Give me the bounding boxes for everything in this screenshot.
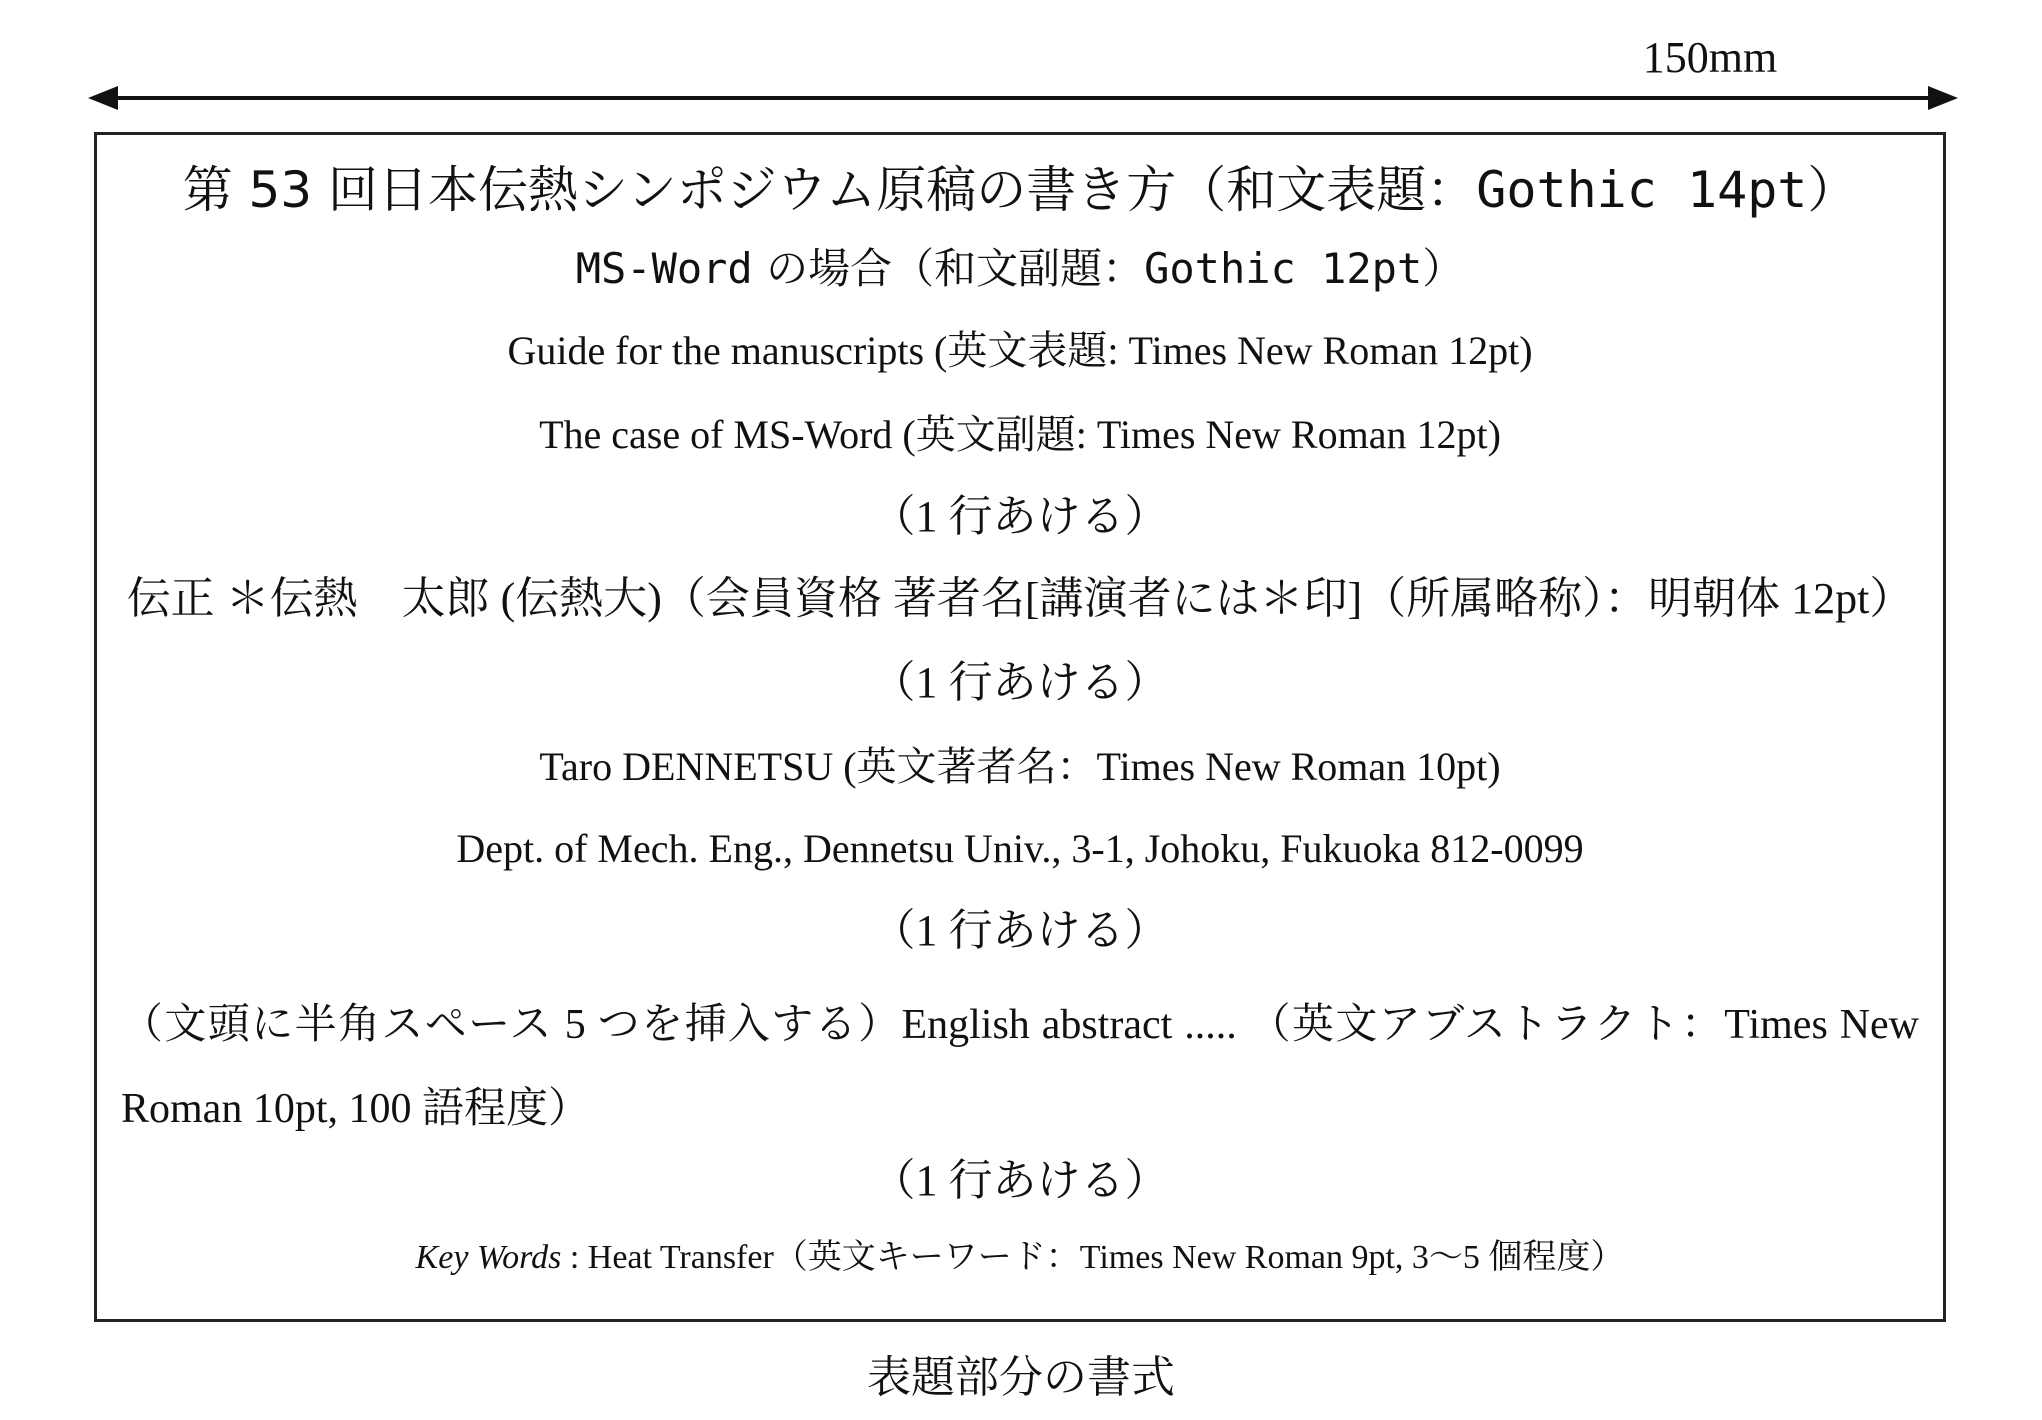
keywords-text: Heat Transfer（英文キーワード：Times New Roman 9pt, 3～5 個程度） [587, 1239, 1625, 1276]
japanese-subtitle-suffix: ） [1422, 244, 1465, 293]
japanese-title-font-spec: Gothic 14pt [1476, 161, 1808, 219]
japanese-title-text: 第 53 回日本伝熱シンポジウム原稿の書き方（和文表題： [182, 161, 1477, 219]
spacer-note: （1 行あける） [871, 492, 1169, 541]
japanese-subtitle-font-spec: Gothic 12pt [1144, 244, 1423, 293]
keywords-separator: : [561, 1239, 588, 1276]
keywords-label: Key Words [415, 1239, 562, 1276]
japanese-authors: 伝正 ＊伝熱 太郎 (伝熱大)（会員資格 著者名[講演者には＊印]（所属略称）：明朝体 12pt） [126, 574, 1914, 623]
spacer-note: （1 行あける） [871, 658, 1169, 707]
english-author: Taro DENNETSU (英文著者名：Times New Roman 10pt) [539, 744, 1501, 789]
affiliation: Dept. of Mech. Eng., Dennetsu Univ., 3-1, Johoku, Fukuoka 812-0099 [456, 826, 1584, 871]
english-title: Guide for the manuscripts (英文表題: Times New Roman 12pt) [507, 328, 1533, 373]
english-subtitle: The case of MS-Word (英文副題: Times New Roman 12pt) [539, 412, 1501, 457]
english-abstract: （文頭に半角スペース 5 つを挿入する）English abstract ..... （英文アブストラクト：Times New Roman 10pt, 100 語程度） [121, 1002, 1919, 1132]
figure-caption: 表題部分の書式 [867, 1353, 1175, 1402]
spacer-note: （1 行あける） [871, 906, 1169, 955]
title-block-frame [94, 132, 1946, 1322]
width-dimension-label: 150mm [1642, 33, 1778, 82]
keywords [97, 1233, 1943, 1283]
japanese-title [97, 155, 1943, 225]
spacer-note: （1 行あける） [871, 1156, 1169, 1205]
japanese-subtitle [97, 239, 1943, 299]
japanese-subtitle-software: MS-Word [575, 244, 753, 293]
width-dimension-arrow [88, 70, 1958, 130]
japanese-title-suffix: ） [1807, 161, 1858, 219]
japanese-subtitle-text: の場合（和文副題： [752, 244, 1145, 293]
